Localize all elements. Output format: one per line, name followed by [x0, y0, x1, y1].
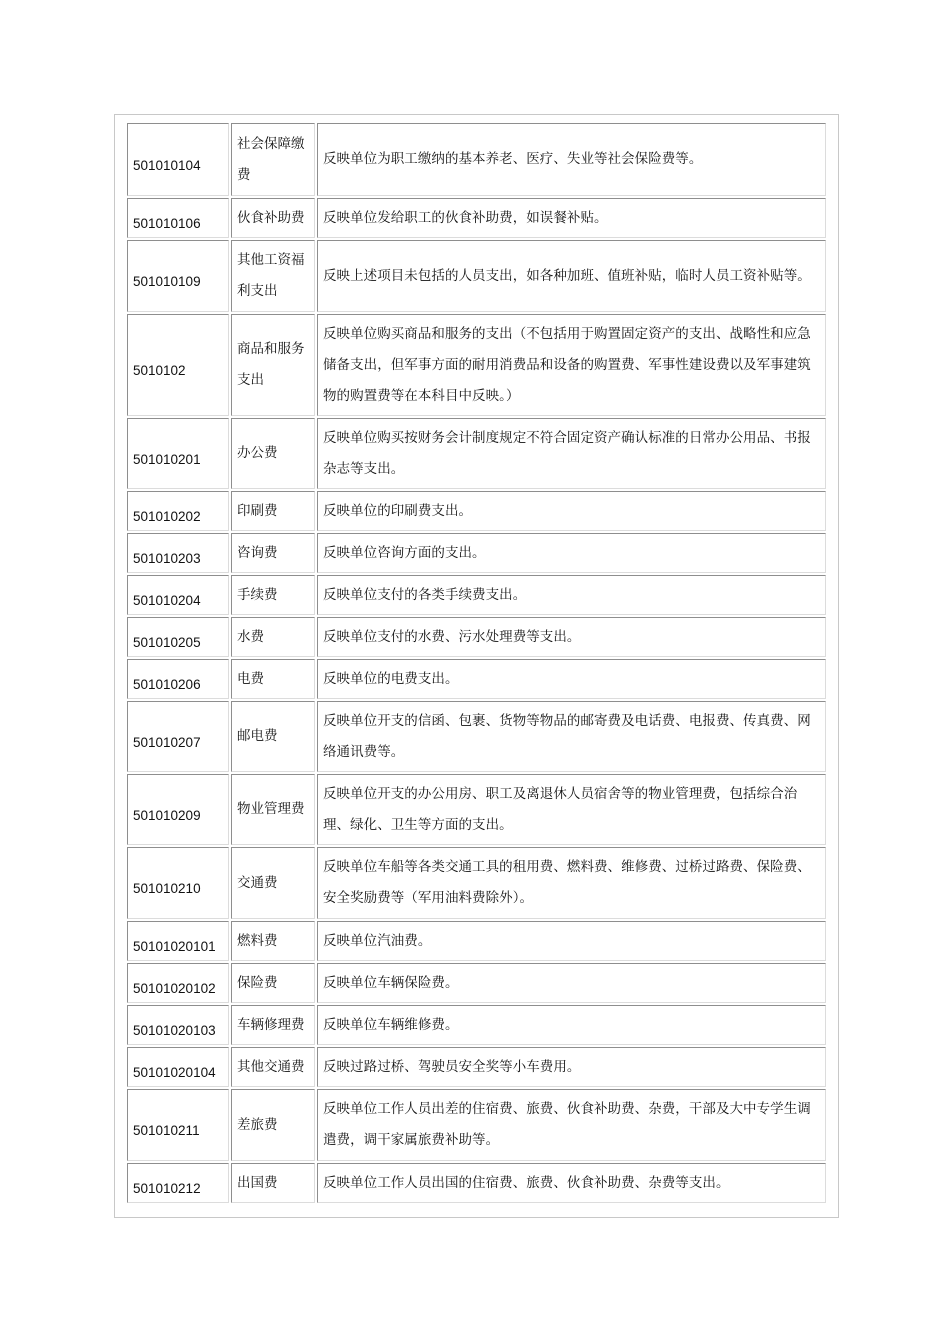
account-description: 反映单位开支的办公用房、职工及离退休人员宿舍等的物业管理费，包括综合治理、绿化、卫生等方面的支出。	[317, 774, 826, 845]
account-code: 501010204	[127, 575, 229, 615]
document-frame	[114, 114, 839, 1218]
table-row	[127, 963, 826, 1003]
account-name: 交通费	[231, 847, 315, 919]
account-name: 伙食补助费	[231, 198, 315, 238]
account-name: 保险费	[231, 963, 315, 1003]
table-row	[127, 575, 826, 615]
account-name: 社会保障缴费	[231, 123, 315, 196]
account-description: 反映单位支付的各类手续费支出。	[317, 575, 826, 615]
account-code: 501010207	[127, 701, 229, 772]
table-row	[127, 1047, 826, 1087]
account-code: 501010202	[127, 491, 229, 531]
account-code: 501010203	[127, 533, 229, 573]
account-code: 50101020104	[127, 1047, 229, 1087]
account-name: 商品和服务支出	[231, 314, 315, 416]
account-name: 咨询费	[231, 533, 315, 573]
table-row	[127, 617, 826, 657]
account-code: 501010210	[127, 847, 229, 919]
account-code: 501010206	[127, 659, 229, 699]
account-code: 50101020103	[127, 1005, 229, 1045]
account-description: 反映单位的印刷费支出。	[317, 491, 826, 531]
account-description: 反映单位工作人员出国的住宿费、旅费、伙食补助费、杂费等支出。	[317, 1163, 826, 1203]
account-code: 50101020101	[127, 921, 229, 961]
account-description: 反映单位工作人员出差的住宿费、旅费、伙食补助费、杂费，干部及大中专学生调遣费，调干家属旅费补助等。	[317, 1089, 826, 1161]
table-row	[127, 774, 826, 845]
account-code: 5010102	[127, 314, 229, 416]
table-row	[127, 240, 826, 312]
table-row	[127, 1005, 826, 1045]
account-description: 反映单位为职工缴纳的基本养老、医疗、失业等社会保险费等。	[317, 123, 826, 196]
account-name: 差旅费	[231, 1089, 315, 1161]
table-row	[127, 1163, 826, 1203]
account-name: 电费	[231, 659, 315, 699]
table-row	[127, 847, 826, 919]
account-name: 办公费	[231, 418, 315, 489]
account-name: 出国费	[231, 1163, 315, 1203]
account-description: 反映单位车辆维修费。	[317, 1005, 826, 1045]
account-description: 反映单位的电费支出。	[317, 659, 826, 699]
table-row	[127, 314, 826, 416]
account-name: 物业管理费	[231, 774, 315, 845]
account-code: 501010212	[127, 1163, 229, 1203]
account-description: 反映单位购买商品和服务的支出（不包括用于购置固定资产的支出、战略性和应急储备支出，但军事方面的耐用消费品和设备的购置费、军事性建设费以及军事建筑物的购置费等在本科目中反映。）	[317, 314, 826, 416]
table-row	[127, 659, 826, 699]
account-name: 燃料费	[231, 921, 315, 961]
table-row	[127, 921, 826, 961]
account-description: 反映单位咨询方面的支出。	[317, 533, 826, 573]
table-row	[127, 418, 826, 489]
account-name: 其他交通费	[231, 1047, 315, 1087]
account-description: 反映单位车船等各类交通工具的租用费、燃料费、维修费、过桥过路费、保险费、安全奖励费等（军用油料费除外）。	[317, 847, 826, 919]
account-description: 反映上述项目未包括的人员支出，如各种加班、值班补贴，临时人员工资补贴等。	[317, 240, 826, 312]
account-description: 反映单位开支的信函、包裹、货物等物品的邮寄费及电话费、电报费、传真费、网络通讯费等。	[317, 701, 826, 772]
account-code: 501010106	[127, 198, 229, 238]
account-code: 501010109	[127, 240, 229, 312]
account-name: 邮电费	[231, 701, 315, 772]
table-row	[127, 198, 826, 238]
table-row	[127, 123, 826, 196]
account-code: 501010205	[127, 617, 229, 657]
table-row	[127, 533, 826, 573]
account-description: 反映单位购买按财务会计制度规定不符合固定资产确认标准的日常办公用品、书报杂志等支出。	[317, 418, 826, 489]
account-name: 车辆修理费	[231, 1005, 315, 1045]
account-code: 501010104	[127, 123, 229, 196]
account-code: 50101020102	[127, 963, 229, 1003]
account-code: 501010211	[127, 1089, 229, 1161]
account-description: 反映单位支付的水费、污水处理费等支出。	[317, 617, 826, 657]
account-table	[125, 121, 828, 1205]
table-row	[127, 491, 826, 531]
account-description: 反映单位车辆保险费。	[317, 963, 826, 1003]
table-row	[127, 701, 826, 772]
account-description: 反映过路过桥、驾驶员安全奖等小车费用。	[317, 1047, 826, 1087]
account-name: 水费	[231, 617, 315, 657]
account-description: 反映单位发给职工的伙食补助费，如误餐补贴。	[317, 198, 826, 238]
table-row	[127, 1089, 826, 1161]
account-name: 手续费	[231, 575, 315, 615]
account-name: 印刷费	[231, 491, 315, 531]
account-code: 501010209	[127, 774, 229, 845]
account-code: 501010201	[127, 418, 229, 489]
account-name: 其他工资福利支出	[231, 240, 315, 312]
account-description: 反映单位汽油费。	[317, 921, 826, 961]
